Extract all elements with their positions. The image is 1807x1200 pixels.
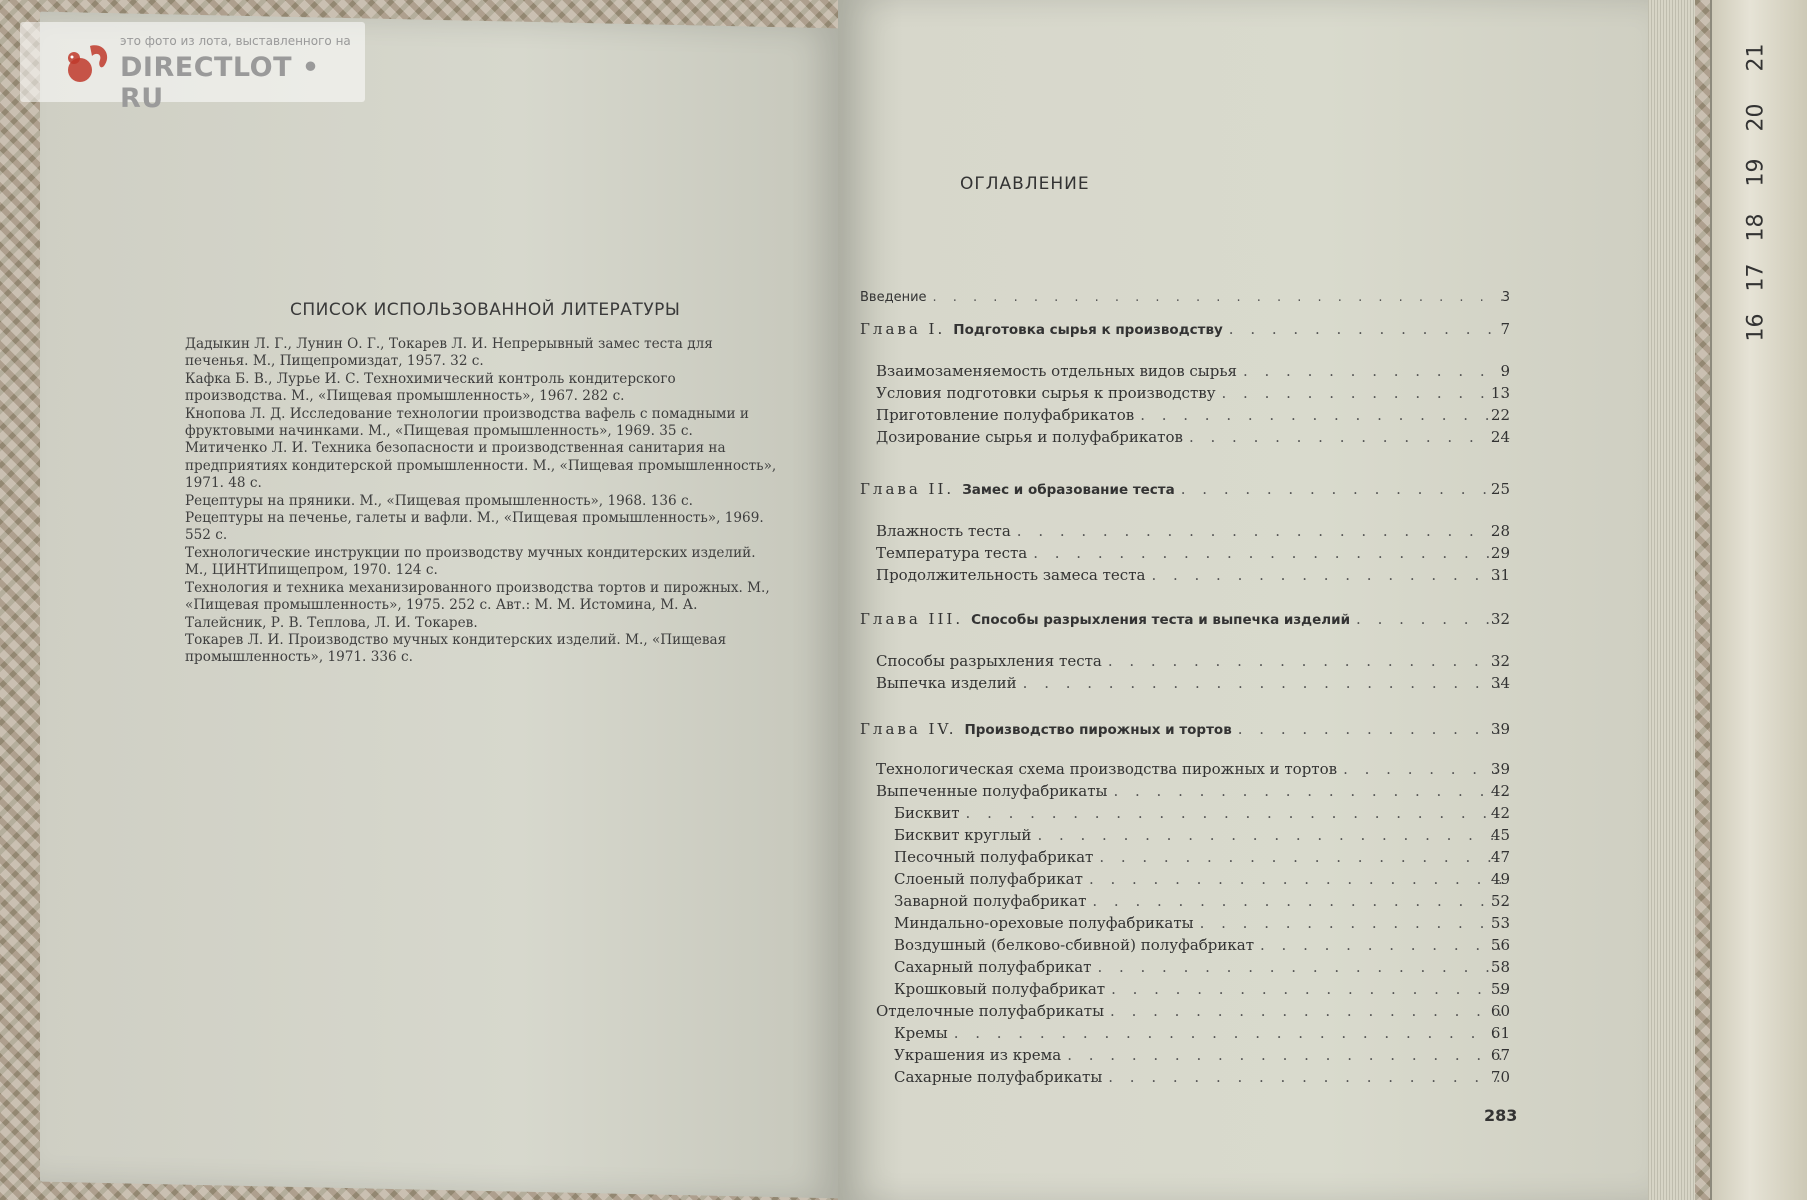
toc-item: Украшения из крема . . . 67 [894, 1046, 1510, 1068]
leader-dots [1243, 362, 1504, 380]
leader-dots [1111, 980, 1504, 998]
leader-dots [933, 290, 1504, 305]
leader-dots [1260, 936, 1504, 954]
leader-dots [1092, 892, 1504, 910]
watermark [20, 22, 365, 114]
toc-chapter: Глава III. Способы разрыхления теста и выпечка изделий . . . 32 [860, 610, 1510, 632]
toc-item: Кремы . . . 61 [894, 1024, 1510, 1046]
leader-dots [1099, 848, 1504, 866]
bibliography-item: Технология и техника механизированного производства тортов и пирожных. М., «Пищевая промышленность», 1975. 252 с. Авт.: М. М. Истомина, М. А. Талейсник, Р. В. Теплова, Л. И. Токарев. [185, 579, 770, 631]
leader-dots [1089, 870, 1504, 888]
page-edges [1640, 0, 1695, 1200]
bibliography-item: Токарев Л. И. Производство мучных кондитерских изделий. М., «Пищевая промышленность», 1971. 336 с. [185, 631, 727, 666]
watermark-caption: это фото из лота, выставленного на [120, 34, 351, 48]
toc-title: ОГЛАВЛЕНИЕ [960, 174, 1090, 194]
leader-dots [1151, 566, 1504, 584]
bibliography-item: Кафка Б. В., Лурье И. С. Технохимический контроль кондитерского производства. М., «Пищевая промышленность», 1967. 282 с. [185, 370, 676, 405]
bibliography-item: Кнопова Л. Д. Исследование технологии производства вафель с помадными и фруктовыми начинками. М., «Пищевая промышленность», 1969. 35 с. [185, 405, 749, 440]
leader-dots [1110, 1002, 1504, 1020]
bibliography-item: Технологические инструкции по производству мучных кондитерских изделий. М., ЦИНТИпищепром, 1970. 124 с. [185, 544, 756, 579]
toc-item: Выпеченные полуфабрикаты . . . 42 [876, 782, 1510, 804]
leader-dots [1222, 384, 1504, 402]
ruler-number: 16 [1743, 313, 1769, 342]
leader-dots [1200, 914, 1504, 932]
leader-dots [1189, 428, 1504, 446]
leader-dots [1108, 1068, 1504, 1086]
leader-dots [954, 1024, 1504, 1042]
toc-item: Взаимозаменяемость отдельных видов сырья . . . 9 [876, 362, 1510, 384]
leader-dots [1238, 720, 1504, 738]
ruler [1710, 0, 1807, 1200]
ruler-number: 19 [1743, 158, 1769, 187]
toc-item: Технологическая схема производства пирожных и тортов . . . 39 [876, 760, 1510, 782]
leader-dots [1033, 544, 1504, 562]
watermark-brand: DIRECTLOT • RU [120, 52, 320, 114]
leader-dots [1023, 674, 1504, 692]
leader-dots [1037, 826, 1504, 844]
toc-item: Слоеный полуфабрикат . . . 49 [894, 870, 1510, 892]
leader-dots [1108, 652, 1504, 670]
leader-dots [1229, 320, 1504, 338]
toc-chapter: Глава IV. Производство пирожных и тортов . . . 39 [860, 720, 1510, 742]
toc-item: Условия подготовки сырья к производству . . . 13 [876, 384, 1510, 406]
toc-item: Выпечка изделий . . . 34 [876, 674, 1510, 696]
bibliography-title: СПИСОК ИСПОЛЬЗОВАННОЙ ЛИТЕРАТУРЫ [290, 300, 681, 320]
toc-item: Крошковый полуфабрикат . . . 59 [894, 980, 1510, 1002]
toc-item: Продолжительность замеса теста . . . 31 [876, 566, 1510, 588]
bibliography-item: Рецептуры на печенье, галеты и вафли. М., «Пищевая промышленность», 1969. 552 с. [185, 510, 764, 544]
bibliography-item: Митиченко Л. И. Техника безопасности и производственная санитария на предприятиях кондитерской промышленности. М., «Пищевая промышленность», 1971. 48 с. [185, 440, 777, 492]
squirrel-logo-icon [60, 40, 112, 88]
leader-dots [966, 804, 1504, 822]
toc-item: Миндально-ореховые полуфабрикаты . . . 53 [894, 914, 1510, 936]
toc-item: Заварной полуфабрикат . . . 52 [894, 892, 1510, 914]
toc-chapter: Глава I. Подготовка сырья к производству . . . 7 [860, 320, 1510, 342]
bibliography-item: Рецептуры на пряники. М., «Пищевая промышленность», 1968. 136 с. [185, 492, 693, 509]
leader-dots [1097, 958, 1504, 976]
ruler-number: 18 [1743, 213, 1769, 242]
toc-item: Сахарный полуфабрикат . . . 58 [894, 958, 1510, 980]
toc-item: Бисквит . . . 42 [894, 804, 1510, 826]
toc-item: Бисквит круглый . . . 45 [894, 826, 1510, 848]
toc-item: Дозирование сырья и полуфабрикатов . . . 24 [876, 428, 1510, 450]
toc-item: Способы разрыхления теста . . . 32 [876, 652, 1510, 674]
toc-item: Влажность теста . . . 28 [876, 522, 1510, 544]
ruler-number: 20 [1743, 103, 1769, 132]
leader-dots [1140, 406, 1504, 424]
toc-item: Приготовление полуфабрикатов . . . 22 [876, 406, 1510, 428]
toc-item: Отделочные полуфабрикаты . . . 60 [876, 1002, 1510, 1024]
toc-item: Сахарные полуфабрикаты . . . 70 [894, 1068, 1510, 1090]
ruler-number: 21 [1743, 43, 1769, 72]
page-number: 283 [1484, 1106, 1518, 1125]
ruler-number: 17 [1743, 263, 1769, 292]
toc-item: Песочный полуфабрикат . . . 47 [894, 848, 1510, 870]
bibliography-list [185, 336, 780, 667]
leader-dots [1067, 1046, 1504, 1064]
toc-chapter: Глава II. Замес и образование теста . . . 25 [860, 480, 1510, 502]
bibliography-item: Дадыкин Л. Г., Лунин О. Г., Токарев Л. И. Непрерывный замес теста для печенья. М., Пищепромиздат, 1957. 32 с. [185, 336, 713, 370]
toc-intro: Введение . . . 3 [860, 290, 1510, 312]
toc-item: Воздушный (белково-сбивной) полуфабрикат . . . 56 [894, 936, 1510, 958]
leader-dots [1113, 782, 1504, 800]
leader-dots [1181, 480, 1504, 498]
leader-dots [1017, 522, 1504, 540]
toc-item: Температура теста . . . 29 [876, 544, 1510, 566]
